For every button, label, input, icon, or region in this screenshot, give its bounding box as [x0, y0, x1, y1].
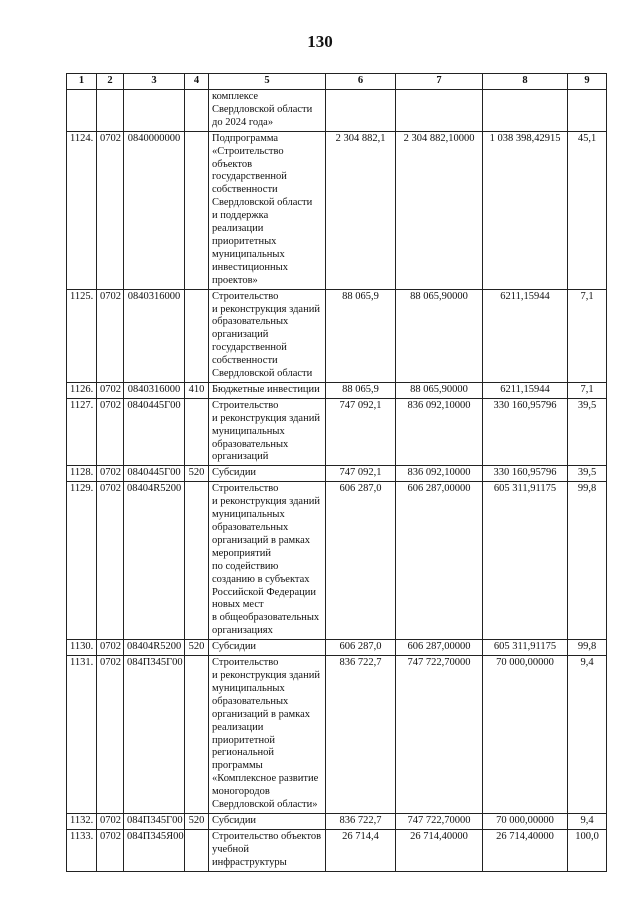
- execution-percent-cell: 7,1: [568, 382, 607, 398]
- target-article-cell: 084П345Г00: [124, 813, 185, 829]
- execution-percent-cell: 39,5: [568, 398, 607, 466]
- approved-amount-cell: 88 065,9: [326, 382, 396, 398]
- target-article-cell: 08404R5200: [124, 482, 185, 640]
- approved-amount-cell: 747 092,1: [326, 466, 396, 482]
- refined-amount-cell: 747 722,70000: [396, 813, 483, 829]
- table-row: [67, 90, 607, 132]
- row-number-cell: 1125.: [67, 289, 97, 382]
- approved-amount-cell: 2 304 882,1: [326, 131, 396, 289]
- expense-name-cell: Субсидии: [209, 466, 326, 482]
- target-article-cell: 0840445Г00: [124, 398, 185, 466]
- expense-name-cell: Строительство объектов учебной инфраструктуры: [209, 829, 326, 871]
- executed-amount-cell: 330 160,95796: [483, 466, 568, 482]
- approved-amount-cell: 88 065,9: [326, 289, 396, 382]
- executed-amount-cell: 70 000,00000: [483, 813, 568, 829]
- target-article-cell: 0840316000: [124, 382, 185, 398]
- expense-type-cell: [185, 398, 209, 466]
- table-row: [67, 382, 607, 398]
- target-article-cell: 0840316000: [124, 289, 185, 382]
- row-number-cell: [67, 90, 97, 132]
- target-article-cell: 0840000000: [124, 131, 185, 289]
- expense-type-cell: [185, 289, 209, 382]
- row-number-cell: 1124.: [67, 131, 97, 289]
- column-header: 5: [209, 74, 326, 90]
- expense-type-cell: [185, 829, 209, 871]
- executed-amount-cell: [483, 90, 568, 132]
- section-code-cell: 0702: [97, 482, 124, 640]
- section-code-cell: 0702: [97, 466, 124, 482]
- expense-name-cell: Бюджетные инвестиции: [209, 382, 326, 398]
- refined-amount-cell: [396, 90, 483, 132]
- column-header: 9: [568, 74, 607, 90]
- column-header: 8: [483, 74, 568, 90]
- approved-amount-cell: 606 287,0: [326, 640, 396, 656]
- execution-percent-cell: 100,0: [568, 829, 607, 871]
- expense-name-cell: Субсидии: [209, 640, 326, 656]
- refined-amount-cell: 88 065,90000: [396, 289, 483, 382]
- table-body: [67, 90, 607, 872]
- refined-amount-cell: 26 714,40000: [396, 829, 483, 871]
- execution-percent-cell: 9,4: [568, 813, 607, 829]
- section-code-cell: [97, 90, 124, 132]
- column-header: 3: [124, 74, 185, 90]
- expense-name-cell: комплексе Свердловской области до 2024 года»: [209, 90, 326, 132]
- row-number-cell: 1132.: [67, 813, 97, 829]
- expense-type-cell: [185, 131, 209, 289]
- expense-type-cell: [185, 90, 209, 132]
- execution-percent-cell: [568, 90, 607, 132]
- approved-amount-cell: [326, 90, 396, 132]
- table-row: [67, 813, 607, 829]
- executed-amount-cell: 605 311,91175: [483, 482, 568, 640]
- expense-type-cell: 410: [185, 382, 209, 398]
- approved-amount-cell: 606 287,0: [326, 482, 396, 640]
- executed-amount-cell: 1 038 398,42915: [483, 131, 568, 289]
- table-row: [67, 482, 607, 640]
- refined-amount-cell: 836 092,10000: [396, 466, 483, 482]
- row-number-cell: 1127.: [67, 398, 97, 466]
- page-number: 130: [307, 32, 333, 51]
- refined-amount-cell: 2 304 882,10000: [396, 131, 483, 289]
- column-header: 4: [185, 74, 209, 90]
- executed-amount-cell: 6211,15944: [483, 289, 568, 382]
- approved-amount-cell: 836 722,7: [326, 656, 396, 814]
- section-code-cell: 0702: [97, 640, 124, 656]
- expense-type-cell: 520: [185, 466, 209, 482]
- expense-name-cell: Строительство и реконструкция зданий муниципальных образовательных организаций в рамках мероприятий по содействию созданию в субъектах Российской Федерации новых мест в общеобразовательных организациях: [209, 482, 326, 640]
- section-code-cell: 0702: [97, 829, 124, 871]
- target-article-cell: 0840445Г00: [124, 466, 185, 482]
- approved-amount-cell: 836 722,7: [326, 813, 396, 829]
- refined-amount-cell: 747 722,70000: [396, 656, 483, 814]
- refined-amount-cell: 606 287,00000: [396, 640, 483, 656]
- expense-name-cell: Подпрограмма «Строительство объектов государственной собственности Свердловской области и поддержка реализации приоритетных муниципальных инвестиционных проектов»: [209, 131, 326, 289]
- approved-amount-cell: 747 092,1: [326, 398, 396, 466]
- table-row: [67, 640, 607, 656]
- expense-type-cell: 520: [185, 813, 209, 829]
- target-article-cell: 08404R5200: [124, 640, 185, 656]
- table-row: [67, 398, 607, 466]
- approved-amount-cell: 26 714,4: [326, 829, 396, 871]
- row-number-cell: 1130.: [67, 640, 97, 656]
- section-code-cell: 0702: [97, 289, 124, 382]
- execution-percent-cell: 45,1: [568, 131, 607, 289]
- column-header: 1: [67, 74, 97, 90]
- budget-table: [66, 73, 607, 872]
- execution-percent-cell: 9,4: [568, 656, 607, 814]
- expense-name-cell: Субсидии: [209, 813, 326, 829]
- execution-percent-cell: 99,8: [568, 640, 607, 656]
- section-code-cell: 0702: [97, 813, 124, 829]
- row-number-cell: 1133.: [67, 829, 97, 871]
- executed-amount-cell: 330 160,95796: [483, 398, 568, 466]
- executed-amount-cell: 605 311,91175: [483, 640, 568, 656]
- refined-amount-cell: 88 065,90000: [396, 382, 483, 398]
- executed-amount-cell: 26 714,40000: [483, 829, 568, 871]
- column-header: 2: [97, 74, 124, 90]
- row-number-cell: 1128.: [67, 466, 97, 482]
- header-row: [67, 74, 607, 90]
- table-row: [67, 829, 607, 871]
- target-article-cell: 084П345Г00: [124, 656, 185, 814]
- refined-amount-cell: 606 287,00000: [396, 482, 483, 640]
- table-row: [67, 466, 607, 482]
- refined-amount-cell: 836 092,10000: [396, 398, 483, 466]
- section-code-cell: 0702: [97, 656, 124, 814]
- row-number-cell: 1126.: [67, 382, 97, 398]
- expense-name-cell: Строительство и реконструкция зданий муниципальных образовательных организаций в рамках реализации приоритетной региональной программы «Комплексное развитие моногородов Свердловской области»: [209, 656, 326, 814]
- row-number-cell: 1131.: [67, 656, 97, 814]
- column-header: 6: [326, 74, 396, 90]
- row-number-cell: 1129.: [67, 482, 97, 640]
- executed-amount-cell: 6211,15944: [483, 382, 568, 398]
- expense-type-cell: 520: [185, 640, 209, 656]
- execution-percent-cell: 7,1: [568, 289, 607, 382]
- column-header: 7: [396, 74, 483, 90]
- target-article-cell: [124, 90, 185, 132]
- execution-percent-cell: 39,5: [568, 466, 607, 482]
- expense-name-cell: Строительство и реконструкция зданий муниципальных образовательных организаций: [209, 398, 326, 466]
- execution-percent-cell: 99,8: [568, 482, 607, 640]
- executed-amount-cell: 70 000,00000: [483, 656, 568, 814]
- table-row: [67, 289, 607, 382]
- table-row: [67, 656, 607, 814]
- target-article-cell: 084П345Я00: [124, 829, 185, 871]
- table-row: [67, 131, 607, 289]
- section-code-cell: 0702: [97, 382, 124, 398]
- expense-type-cell: [185, 656, 209, 814]
- section-code-cell: 0702: [97, 398, 124, 466]
- section-code-cell: 0702: [97, 131, 124, 289]
- expense-type-cell: [185, 482, 209, 640]
- expense-name-cell: Строительство и реконструкция зданий образовательных организаций государственной собственности Свердловской области: [209, 289, 326, 382]
